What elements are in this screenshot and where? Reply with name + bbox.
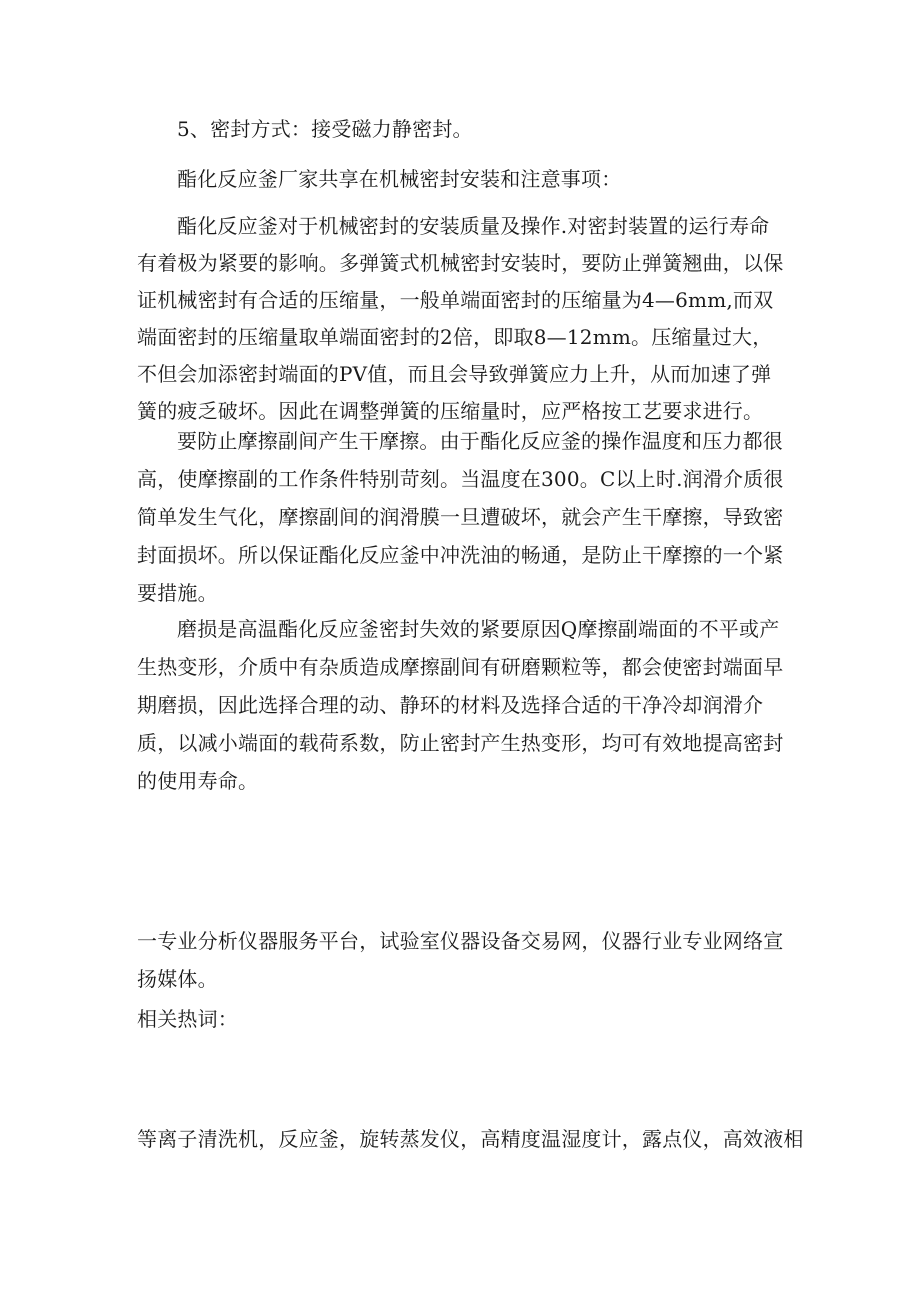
keywords-list: 等离子清洗机，反应釜，旋转蒸发仪，高精度温湿度计，露点仪，高效液相 <box>137 1127 804 1151</box>
paragraph-dry-friction: 要防止摩擦副间产生干摩擦。由于酯化反应釜的操作温度和压力都很高，使摩擦副的工作条件特别苛刻。当温度在300。C以上时.润滑介质很简单发生气化，摩擦副间的润滑膜一旦遭破坏，就会产生干摩擦，导致密封面损坏。所以保证酯化反应釜中冲洗油的畅通，是防止干摩擦的一个紧要措施。 <box>137 429 784 605</box>
section-heading: 酯化反应釜厂家共享在机械密封安装和注意事项： <box>177 167 622 191</box>
paragraph-wear: 磨损是高温酯化反应釜密封失效的紧要原因Q摩擦副端面的不平或产生热变形，介质中有杂质造成摩擦副间有研磨颗粒等，都会使密封端面早期磨损，因此选择合理的动、静环的材料及选择合适的干净冷却润滑介质，以减小端面的载荷系数，防止密封产生热变形，均可有效地提高密封的使用寿命。 <box>137 617 784 793</box>
platform-description: 一专业分析仪器服务平台，试验室仪器设备交易网，仪器行业专业网络宣扬媒体。 <box>137 929 784 991</box>
paragraph-installation-quality: 酯化反应釜对于机械密封的安装质量及操作.对密封装置的运行寿命有着极为紧要的影响。多弹簧式机械密封安装时，要防止弹簧翘曲，以保证机械密封有合适的压缩量，一般单端面密封的压缩量为4—6mm,而双端面密封的压缩量取单端面密封的2倍，即取8—12mm。压缩量过大，不但会加添密封端面的PV值，而且会导致弹簧应力上升，从而加速了弹簧的疲乏破坏。因此在调整弹簧的压缩量时，应严格按工艺要求进行。 <box>137 214 784 423</box>
keywords-label: 相关热词： <box>137 1007 238 1031</box>
seal-method-line: 5、密封方式：接受磁力静密封。 <box>177 117 473 141</box>
